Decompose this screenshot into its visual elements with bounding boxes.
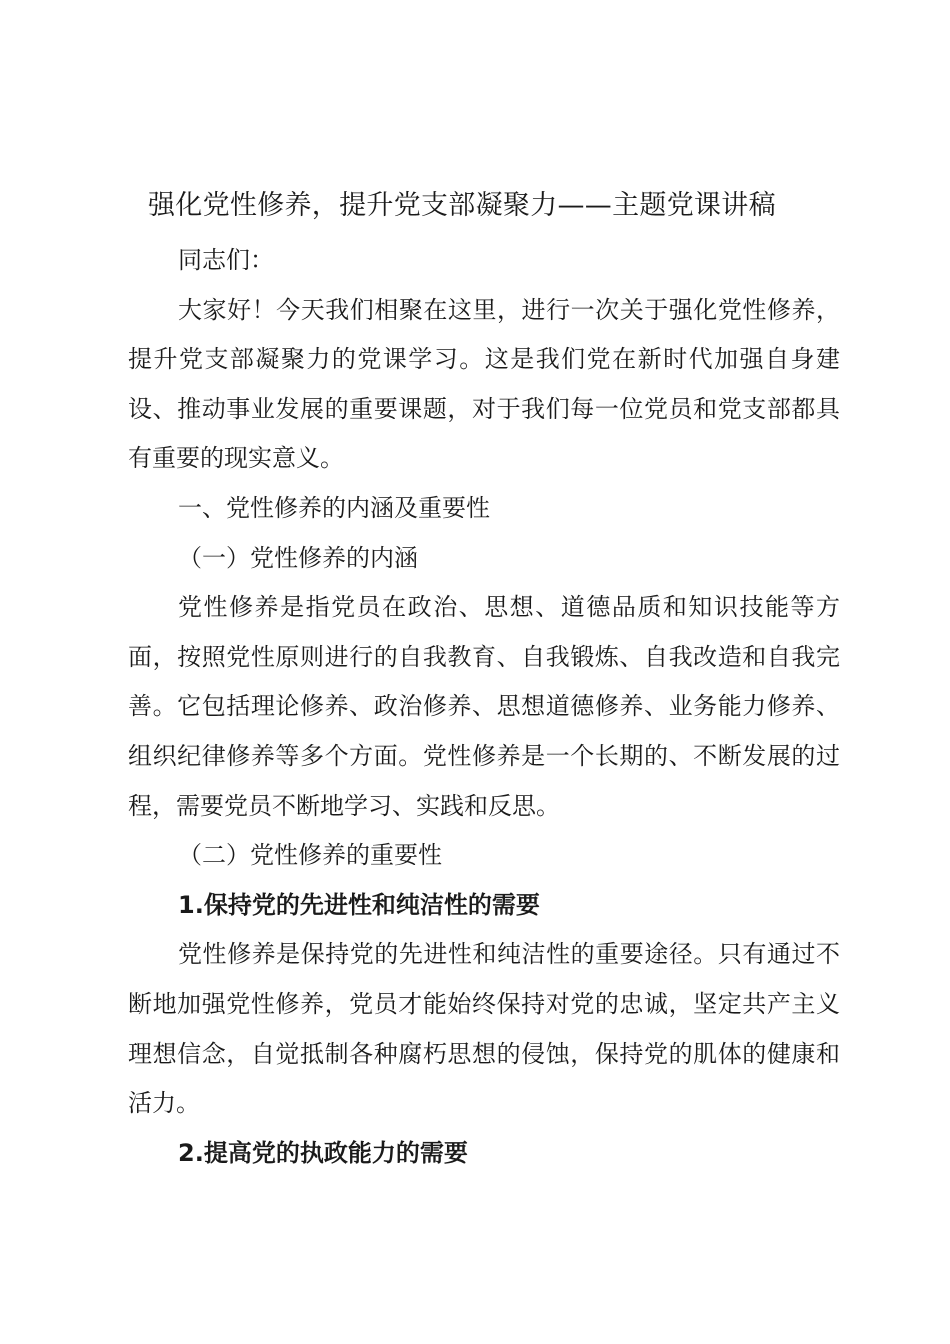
document-title: 强化党性修养，提升党支部凝聚力——主题党课讲稿	[148, 190, 776, 221]
point-heading: 1.保持党的先进性和纯洁性的需要	[178, 890, 540, 919]
section-heading: 一、党性修养的内涵及重要性	[178, 493, 490, 522]
body-paragraph: 党性修养是保持党的先进性和纯洁性的重要途径。只有通过不断地加强党性修养，党员才能始终保持对党的忠诚，坚定共产主义理想信念，自觉抵制各种腐朽思想的侵蚀，保持党的肌体的健康和活力。	[128, 940, 840, 1118]
subsection-heading: （二）党性修养的重要性	[178, 841, 442, 870]
subsection-heading: （一）党性修养的内涵	[178, 543, 418, 572]
salutation-paragraph: 同志们：	[178, 246, 274, 274]
body-paragraph: 大家好！今天我们相聚在这里，进行一次关于强化党性修养，提升党支部凝聚力的党课学习。这是我们党在新时代加强自身建设、推动事业发展的重要课题，对于我们每一位党员和党支部都具有重要的现实意义。	[128, 295, 840, 473]
point-heading: 2.提高党的执政能力的需要	[178, 1138, 468, 1167]
body-paragraph: 党性修养是指党员在政治、思想、道德品质和知识技能等方面，按照党性原则进行的自我教育、自我锻炼、自我改造和自我完善。它包括理论修养、政治修养、思想道德修养、业务能力修养、组织纪律修养等多个方面。党性修养是一个长期的、不断发展的过程，需要党员不断地学习、实践和反思。	[128, 593, 840, 820]
document-page	[128, 184, 840, 1178]
